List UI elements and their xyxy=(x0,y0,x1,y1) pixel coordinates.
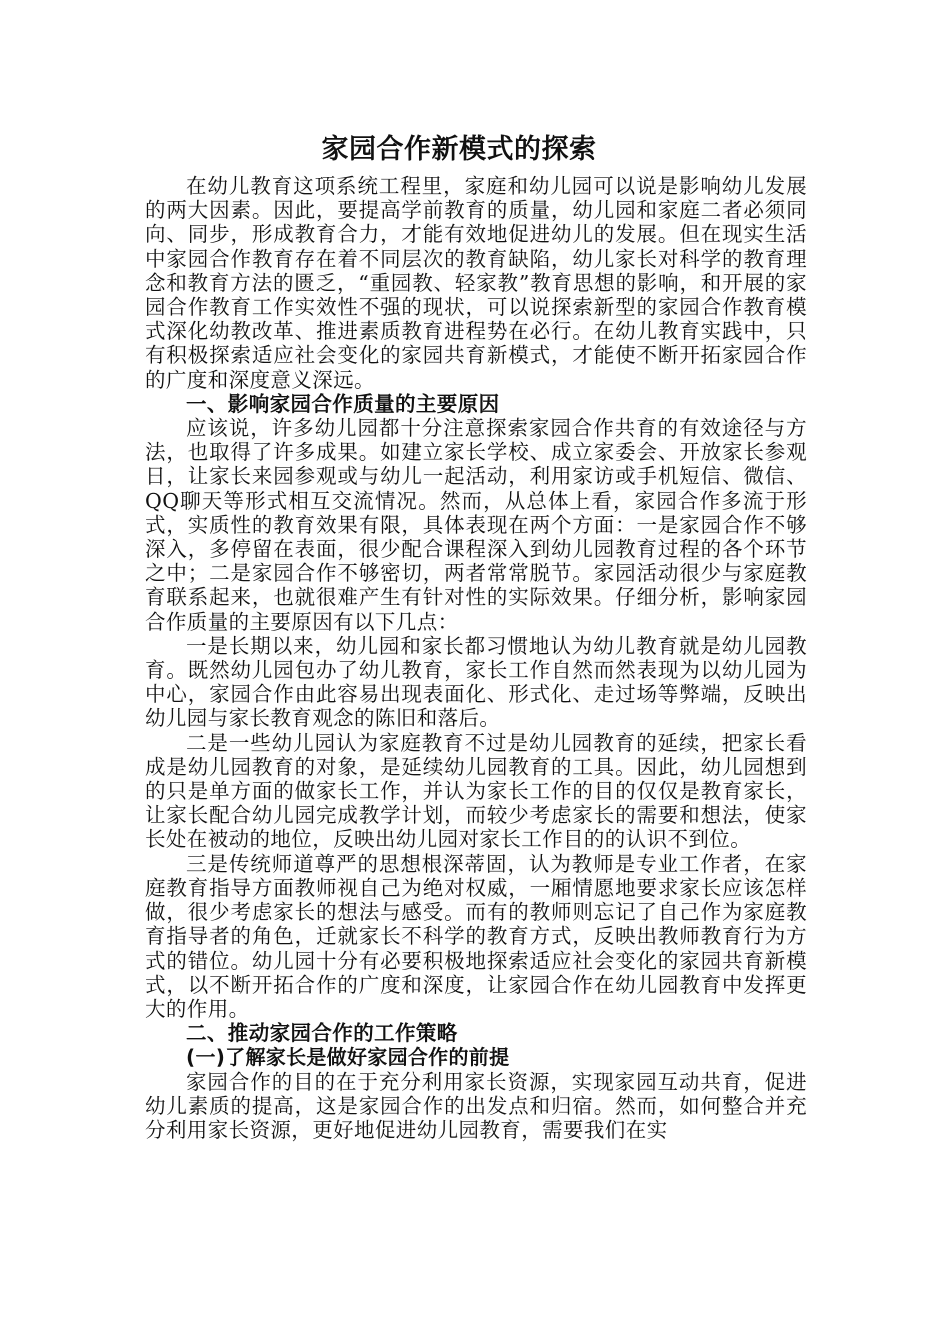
section1-paragraph-1: 应该说，许多幼儿园都十分注意探索家园合作共育的有效途径与方法，也取得了许多成果。如建立家长学校、成立家委会、开放家长参观日，让家长来园参观或与幼儿一起活动，利用家访或手机短信、微信、QQ聊天等形式相互交流情况。然而，从总体上看，家园合作多流于形式，实质性的教育效果有限，具体表现在两个方面：一是家园合作不够深入，多停留在表面，很少配合课程深入到幼儿园教育过程的各个环节之中；二是家园合作不够密切，两者常常脱节。家园活动很少与家庭教育联系起来，也就很难产生有针对性的实际效果。仔细分析，影响家园合作质量的主要原因有以下几点： xyxy=(145,416,807,634)
section1-paragraph-4: 三是传统师道尊严的思想根深蒂固，认为教师是专业工作者，在家庭教育指导方面教师视自己为绝对权威，一厢情愿地要求家长应该怎样做，很少考虑家长的想法与感受。而有的教师则忘记了自己作为家庭教育指导者的角色，迁就家长不科学的教育方式，反映出教师教育行为方式的错位。幼儿园十分有必要积极地探索适应社会变化的家园共育新模式，以不断开拓合作的广度和深度，让家园合作在幼儿园教育中发挥更大的作用。 xyxy=(145,851,807,1021)
section2-paragraph-1: 家园合作的目的在于充分利用家长资源，实现家园互动共育，促进幼儿素质的提高，这是家园合作的出发点和归宿。然而，如何整合并充分利用家长资源，更好地促进幼儿园教育，需要我们在实 xyxy=(145,1069,807,1142)
section-heading-1: 一、影响家园合作质量的主要原因 xyxy=(186,391,500,416)
document-title: 家园合作新模式的探索 xyxy=(321,134,597,165)
intro-paragraph: 在幼儿教育这项系统工程里，家庭和幼儿园可以说是影响幼儿发展的两大因素。因此，要提高学前教育的质量，幼儿园和家庭二者必须同向、同步，形成教育合力，才能有效地促进幼儿的发展。但在现实生活中家园合作教育存在着不同层次的教育缺陷，幼儿家长对科学的教育理念和教育方法的匮乏，“重园教、轻家教”教育思想的影响，和开展的家园合作教育工作实效性不强的现状，可以说探索新型的家园合作教育模式深化幼教改革、推进素质教育进程势在必行。在幼儿教育实践中，只有积极探索适应社会变化的家园共育新模式，才能使不断开拓家园合作的广度和深度意义深远。 xyxy=(145,174,807,392)
document-page xyxy=(145,126,807,1142)
section1-paragraph-2: 一是长期以来，幼儿园和家长都习惯地认为幼儿教育就是幼儿园教育。既然幼儿园包办了幼儿教育，家长工作自然而然表现为以幼儿园为中心，家园合作由此容易出现表面化、形式化、走过场等弊端，反映出幼儿园与家长教育观念的陈旧和落后。 xyxy=(145,633,807,731)
subsection-heading-1: (一)了解家长是做好家园合作的前提 xyxy=(186,1045,510,1070)
section1-paragraph-3: 二是一些幼儿园认为家庭教育不过是幼儿园教育的延续，把家长看成是幼儿园教育的对象，是延续幼儿园教育的工具。因此，幼儿园想到的只是单方面的做家长工作，并认为家长工作的目的仅仅是教育家长，让家长配合幼儿园完成教学计划，而较少考虑家长的需要和想法，使家长处在被动的地位，反映出幼儿园对家长工作目的的认识不到位。 xyxy=(145,730,807,852)
section-heading-2: 二、推动家园合作的工作策略 xyxy=(186,1021,458,1046)
